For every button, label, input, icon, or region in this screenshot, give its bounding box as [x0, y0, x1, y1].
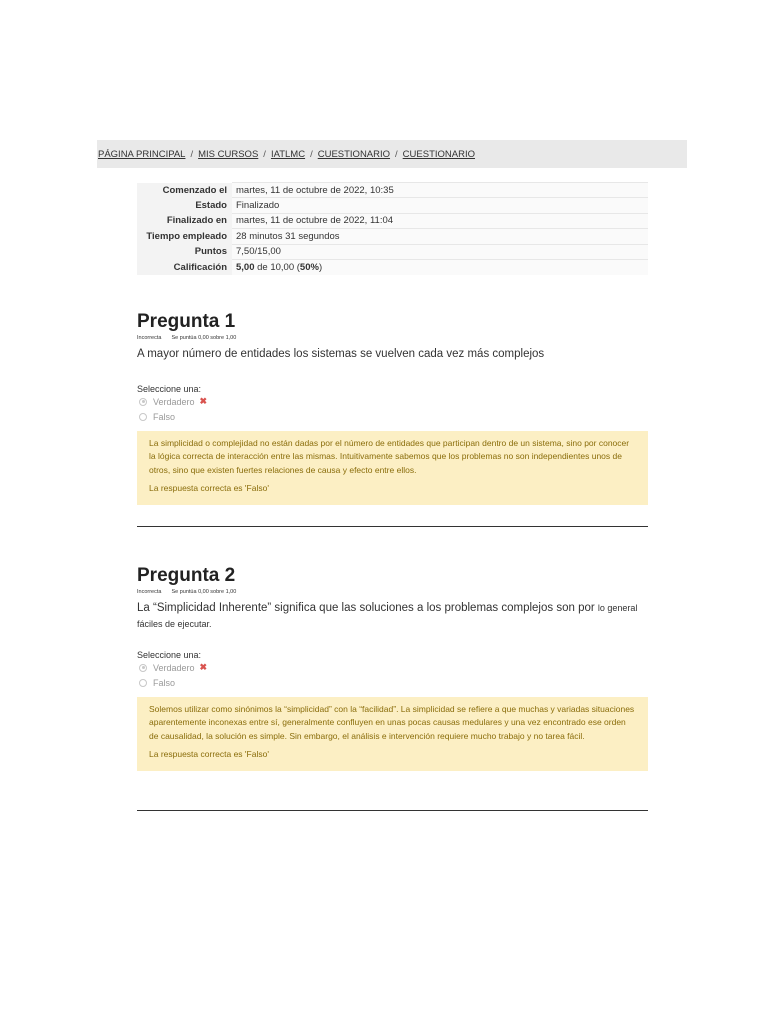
question-text — [137, 600, 648, 632]
question-text-continuation: lo general fáciles de ejecutar. — [137, 603, 638, 629]
summary-value: martes, 11 de octubre de 2022, 10:35 — [232, 183, 648, 198]
grade-close: ) — [318, 261, 323, 273]
question-state: Incorrecta — [137, 589, 162, 595]
option-label: Falso — [153, 412, 176, 423]
question-2 — [137, 565, 648, 771]
question-grade: Se puntúa 0,00 sobre 1,00 — [171, 335, 237, 341]
breadcrumb-my-courses-link[interactable]: MIS CURSOS — [198, 148, 259, 160]
question-number: 1 — [224, 311, 236, 332]
feedback-box — [137, 697, 648, 771]
radio-checked-icon[interactable] — [139, 664, 147, 672]
option-label: Falso — [153, 678, 176, 689]
question-text-main: A mayor número de entidades los sistemas se vuelven cada vez más complejos — [137, 348, 545, 360]
grade-score: 5,00 — [236, 261, 255, 273]
summary-value: 7,50/15,00 — [232, 244, 648, 259]
question-heading — [137, 311, 648, 333]
option-label: Verdadero — [153, 662, 195, 673]
summary-row-grade — [137, 259, 648, 274]
summary-value: Finalizado — [232, 198, 648, 213]
summary-row-started — [137, 183, 648, 198]
question-word: Pregunta — [137, 311, 220, 332]
breadcrumb-section-link[interactable]: CUESTIONARIO — [317, 148, 391, 160]
incorrect-x-icon: ✖ — [199, 662, 208, 673]
summary-row-finished — [137, 213, 648, 228]
summary-label: Comenzado el — [137, 183, 232, 198]
breadcrumb-home-link[interactable]: PÁGINA PRINCIPAL — [98, 148, 186, 160]
question-word: Pregunta — [137, 565, 220, 586]
breadcrumb-course-link[interactable]: IATLMC — [270, 148, 306, 160]
incorrect-x-icon: ✖ — [199, 396, 208, 407]
radio-unchecked-icon[interactable] — [139, 413, 147, 421]
summary-label: Finalizado en — [137, 213, 232, 228]
question-text-main: La “Simplicidad Inherente” significa que las soluciones a los problemas complejos son por — [137, 602, 595, 614]
question-heading — [137, 565, 648, 587]
summary-row-points — [137, 244, 648, 259]
summary-label: Tiempo empleado — [137, 229, 232, 244]
answer-option-true[interactable] — [137, 394, 648, 410]
breadcrumb-separator: / — [395, 148, 398, 160]
feedback-text: La simplicidad o complejidad no están dadas por el número de entidades que participan dentro de un sistema, sino por conocer la lógica correcta de interacción entre las mismas. Intuitivamente sabemos que los problemas no son independientes unos de otros, sino que existen fuertes relaciones de causa y efecto entre ellos. — [149, 438, 630, 475]
feedback-box — [137, 431, 648, 505]
option-label: Verdadero — [153, 396, 195, 407]
question-number: 2 — [224, 565, 236, 586]
question-divider — [137, 526, 648, 527]
right-answer-text: La respuesta correcta es 'Falso' — [149, 482, 269, 493]
right-answer-text: La respuesta correcta es 'Falso' — [149, 748, 269, 759]
breadcrumb-separator: / — [190, 148, 194, 160]
answer-option-false[interactable] — [137, 676, 648, 692]
attempt-summary-table — [137, 182, 648, 275]
answer-option-true[interactable] — [137, 660, 648, 676]
summary-value: 28 minutos 31 segundos — [232, 229, 648, 244]
summary-row-time-taken — [137, 229, 648, 244]
summary-label: Puntos — [137, 244, 232, 259]
question-1 — [137, 311, 648, 505]
summary-value — [232, 259, 648, 274]
select-one-label: Seleccione una: — [137, 384, 202, 394]
question-text — [137, 346, 648, 362]
radio-unchecked-icon[interactable] — [139, 679, 147, 687]
summary-row-state — [137, 198, 648, 213]
question-grade: Se puntúa 0,00 sobre 1,00 — [171, 589, 237, 595]
breadcrumb-separator: / — [310, 148, 313, 160]
radio-checked-icon[interactable] — [139, 398, 147, 406]
question-state: Incorrecta — [137, 335, 162, 341]
breadcrumb-separator: / — [263, 148, 266, 160]
feedback-text: Solemos utilizar como sinónimos la “simplicidad” con la “facilidad”. La simplicidad se refiere a que muchas y variadas situaciones aparentemente inconexas entre sí, generalmente confluyen en unas pocas causas medulares y una vez encontrado ese orden de causalidad, la solución es simple. Sin embargo, el análisis e intervención requiere mucho trabajo y no tarea fácil. — [149, 704, 635, 741]
breadcrumb-quiz-link[interactable]: CUESTIONARIO — [402, 148, 475, 160]
question-info — [137, 335, 648, 342]
summary-label: Estado — [137, 198, 232, 213]
question-divider — [137, 810, 648, 811]
answer-option-false[interactable] — [137, 410, 648, 426]
grade-out-of: de 10,00 ( — [254, 261, 300, 273]
summary-value: martes, 11 de octubre de 2022, 11:04 — [232, 213, 648, 228]
summary-label: Calificación — [137, 259, 232, 274]
question-info — [137, 589, 648, 596]
breadcrumb — [97, 140, 687, 168]
select-one-label: Seleccione una: — [137, 650, 202, 660]
grade-percent: 50% — [299, 261, 319, 273]
